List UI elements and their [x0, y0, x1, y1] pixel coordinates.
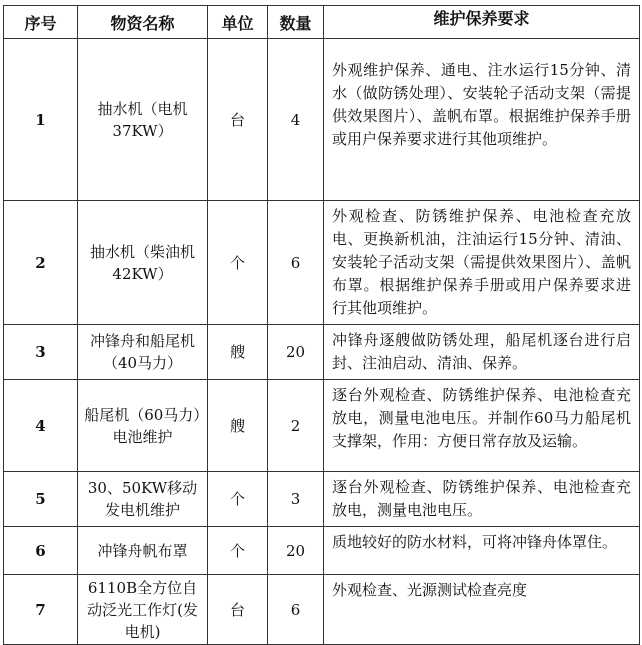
item-unit: 个 — [208, 527, 268, 575]
item-quantity: 6 — [268, 201, 324, 325]
row-number: 5 — [4, 472, 78, 527]
item-unit: 个 — [208, 472, 268, 527]
item-name: 抽水机（电机37KW） — [78, 39, 208, 201]
row-number: 1 — [4, 39, 78, 201]
item-unit: 台 — [208, 39, 268, 201]
item-quantity: 20 — [268, 325, 324, 380]
item-unit: 艘 — [208, 380, 268, 472]
table-row — [4, 472, 640, 527]
item-requirement: 逐台外观检查、防锈维护保养、电池检查充放电，测量电池电压。并制作60马力船尾机支撑架，作用：方便日常存放及运输。 — [324, 380, 640, 472]
item-quantity: 20 — [268, 527, 324, 575]
item-quantity: 3 — [268, 472, 324, 527]
header-row — [4, 6, 640, 39]
row-number: 4 — [4, 380, 78, 472]
item-name: 抽水机（柴油机42KW） — [78, 201, 208, 325]
header-cell: 物资名称 — [78, 6, 208, 39]
item-requirement: 外观检查、防锈维护保养、电池检查充放电、更换新机油，注油运行15分钟、清油、安装轮子活动支架（需提供效果图片）、盖帆布罩。根据维护保养手册或用户保养要求进行其他项维护。 — [324, 201, 640, 325]
item-requirement: 外观检查、光源测试检查亮度 — [324, 575, 640, 645]
item-name: 冲锋舟帆布罩 — [78, 527, 208, 575]
row-number: 3 — [4, 325, 78, 380]
item-requirement: 逐台外观检查、防锈维护保养、电池检查充放电，测量电池电压。 — [324, 472, 640, 527]
table-row — [4, 39, 640, 201]
table-row — [4, 201, 640, 325]
table-row — [4, 380, 640, 472]
table-row — [4, 325, 640, 380]
item-requirement: 冲锋舟逐艘做防锈处理，船尾机逐台进行启封、注油启动、清油、保养。 — [324, 325, 640, 380]
item-name: 6110B全方位自动泛光工作灯(发电机) — [78, 575, 208, 645]
item-unit: 台 — [208, 575, 268, 645]
item-unit: 个 — [208, 201, 268, 325]
item-requirement: 质地较好的防水材料，可将冲锋舟体罩住。 — [324, 527, 640, 575]
table-row — [4, 575, 640, 645]
item-name: 冲锋舟和船尾机（40马力） — [78, 325, 208, 380]
item-unit: 艘 — [208, 325, 268, 380]
header-cell: 数量 — [268, 6, 324, 39]
header-cell: 序号 — [4, 6, 78, 39]
header-cell: 单位 — [208, 6, 268, 39]
item-quantity: 2 — [268, 380, 324, 472]
header-cell: 维护保养要求 — [324, 6, 640, 39]
item-name: 船尾机（60马力）电池维护 — [78, 380, 208, 472]
row-number: 2 — [4, 201, 78, 325]
row-number: 6 — [4, 527, 78, 575]
item-quantity: 6 — [268, 575, 324, 645]
maintenance-table — [3, 5, 640, 645]
item-quantity: 4 — [268, 39, 324, 201]
table-row — [4, 527, 640, 575]
row-number: 7 — [4, 575, 78, 645]
item-name: 30、50KW移动发电机维护 — [78, 472, 208, 527]
item-requirement: 外观维护保养、通电、注水运行15分钟、清水（做防锈处理）、安装轮子活动支架（需提供效果图片）、盖帆布罩。根据维护保养手册或用户保养要求进行其他项维护。 — [324, 39, 640, 201]
